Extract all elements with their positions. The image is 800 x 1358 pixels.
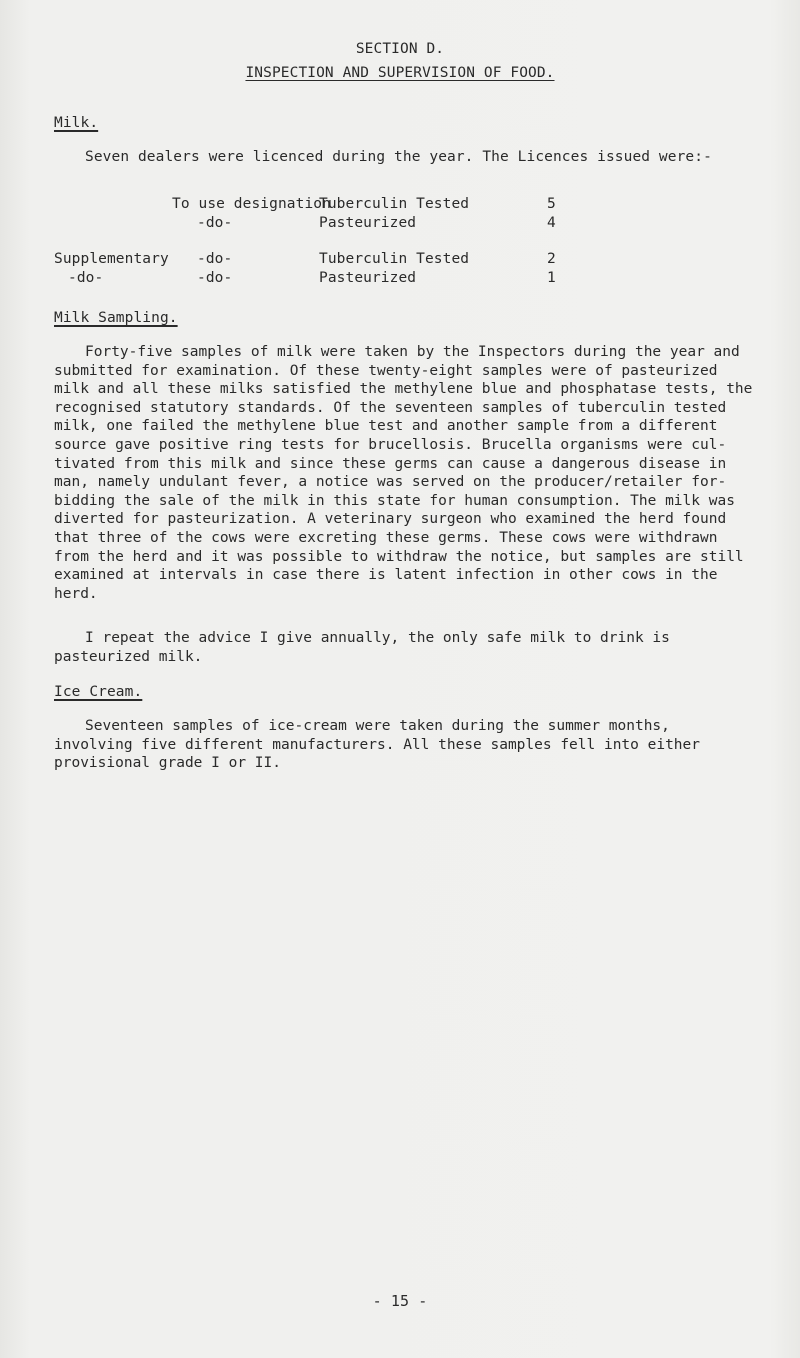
section-label: SECTION D.: [355, 41, 445, 57]
licence-count: 1: [547, 270, 556, 286]
advice-paragraph: I repeat the advice I give annually, the only safe milk to drink is pasteurized milk.: [54, 630, 670, 665]
licence-type: Pasteurized: [319, 215, 417, 231]
page-title: INSPECTION AND SUPERVISION OF FOOD.: [245, 65, 555, 81]
ice-cream-heading: Ice Cream.: [54, 684, 143, 700]
licence-type: Tuberculin Tested: [319, 196, 470, 212]
milk-sampling-heading: Milk Sampling.: [54, 310, 178, 326]
licence-count: 4: [547, 215, 556, 231]
licence-designation: -do-: [197, 215, 233, 231]
page-number: - 15 -: [372, 1292, 428, 1310]
licence-designation: -do-: [197, 251, 233, 267]
ice-cream-paragraph: Seventeen samples of ice-cream were taken during the summer months, involving five different manufacturers. All these samples fell into either provisional grade I or II.: [54, 718, 701, 772]
licence-type: Tuberculin Tested: [319, 251, 470, 267]
licence-prefix: Supplementary: [54, 251, 169, 267]
licence-count: 2: [547, 251, 556, 267]
milk-intro: Seven dealers were licenced during the year. The Licences issued were:-: [85, 149, 712, 165]
licence-designation: To use designation: [172, 196, 331, 212]
milk-sampling-paragraph: Forty-five samples of milk were taken by the Inspectors during the year and submitted for examination. Of these twenty-eight samples were of pasteurized milk and all these milks satisfied the methylene blue and phosphatase tests, the recognised statutory standards. Of the seventeen samples of tuberculin tested milk, one failed the methylene blue test and another sample from a different source gave positive ring tests for brucellosis. Brucella organisms were cul- tivated from this milk and since these germs can cause a dangerous disease in man, namely undulant fever, a notice was served on the producer/retailer for- bidding the sale of the milk in this state for human consumption. The milk was diverted for pasteurization. A veterinary surgeon who examined the herd found that three of the cows were excreting these germs. These cows were withdrawn from the herd and it was possible to withdraw the notice, but samples are still examined at intervals in case there is latent infection in other cows in the herd.: [54, 344, 753, 602]
licence-type: Pasteurized: [319, 270, 417, 286]
milk-heading: Milk.: [54, 115, 99, 131]
licence-prefix: -do-: [68, 270, 104, 286]
licence-designation: -do-: [197, 270, 233, 286]
licence-count: 5: [547, 196, 556, 212]
